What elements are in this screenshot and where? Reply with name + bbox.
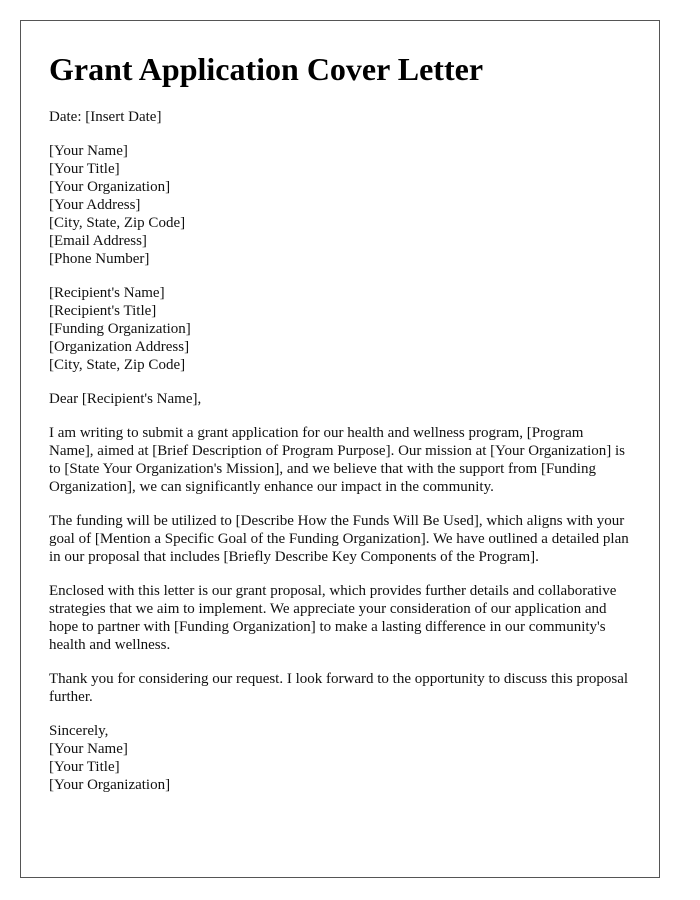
recipient-address: [Organization Address]: [49, 339, 190, 355]
recipient-address-block: [49, 284, 631, 374]
sender-email: [Email Address]: [49, 233, 147, 249]
date-line: Date: [Insert Date]: [49, 109, 162, 125]
sender-address: [Your Address]: [49, 197, 141, 213]
salutation: Dear [Recipient's Name],: [49, 391, 202, 407]
sender-address-block: [49, 142, 631, 268]
sender-city-state-zip: [City, State, Zip Code]: [49, 215, 186, 231]
signature-title: [Your Title]: [49, 759, 120, 775]
body-paragraph: The funding will be utilized to [Describe How the Funds Will Be Used], which aligns with your goal of [Mention a Specific Goal of the Funding Organization]. We have outlined a detailed plan in our proposal that includes [Briefly Describe Key Components of the Program].: [49, 513, 629, 565]
body-paragraph: Enclosed with this letter is our grant proposal, which provides further details and collaborative strategies that we aim to implement. We appreciate your consideration of our application and hope to partner with [Funding Organization] to make a lasting difference in our community's health and wellness.: [49, 583, 617, 653]
letter-page: [20, 20, 660, 878]
recipient-name: [Recipient's Name]: [49, 285, 165, 301]
recipient-organization: [Funding Organization]: [49, 321, 191, 337]
body-paragraph: Thank you for considering our request. I look forward to the opportunity to discuss this proposal further.: [49, 671, 629, 705]
sender-phone: [Phone Number]: [49, 251, 150, 267]
recipient-title: [Recipient's Title]: [49, 303, 157, 319]
closing-block: [49, 722, 631, 794]
sender-name: [Your Name]: [49, 143, 128, 159]
date-block: [49, 108, 631, 126]
sender-organization: [Your Organization]: [49, 179, 171, 195]
signature-organization: [Your Organization]: [49, 777, 171, 793]
sender-title: [Your Title]: [49, 161, 120, 177]
recipient-city-state-zip: [City, State, Zip Code]: [49, 357, 186, 373]
closing: Sincerely,: [49, 723, 109, 739]
signature-name: [Your Name]: [49, 741, 128, 757]
letter-title: Grant Application Cover Letter: [49, 51, 484, 87]
body-paragraph: I am writing to submit a grant application for our health and wellness program, [Program Name], aimed at [Brief Description of Program Purpose]. Our mission at [Your Organization] is to [State Your Organization's Mission], and we believe that with the support from [Funding Organization], we can significantly enhance our impact in the community.: [49, 425, 625, 495]
